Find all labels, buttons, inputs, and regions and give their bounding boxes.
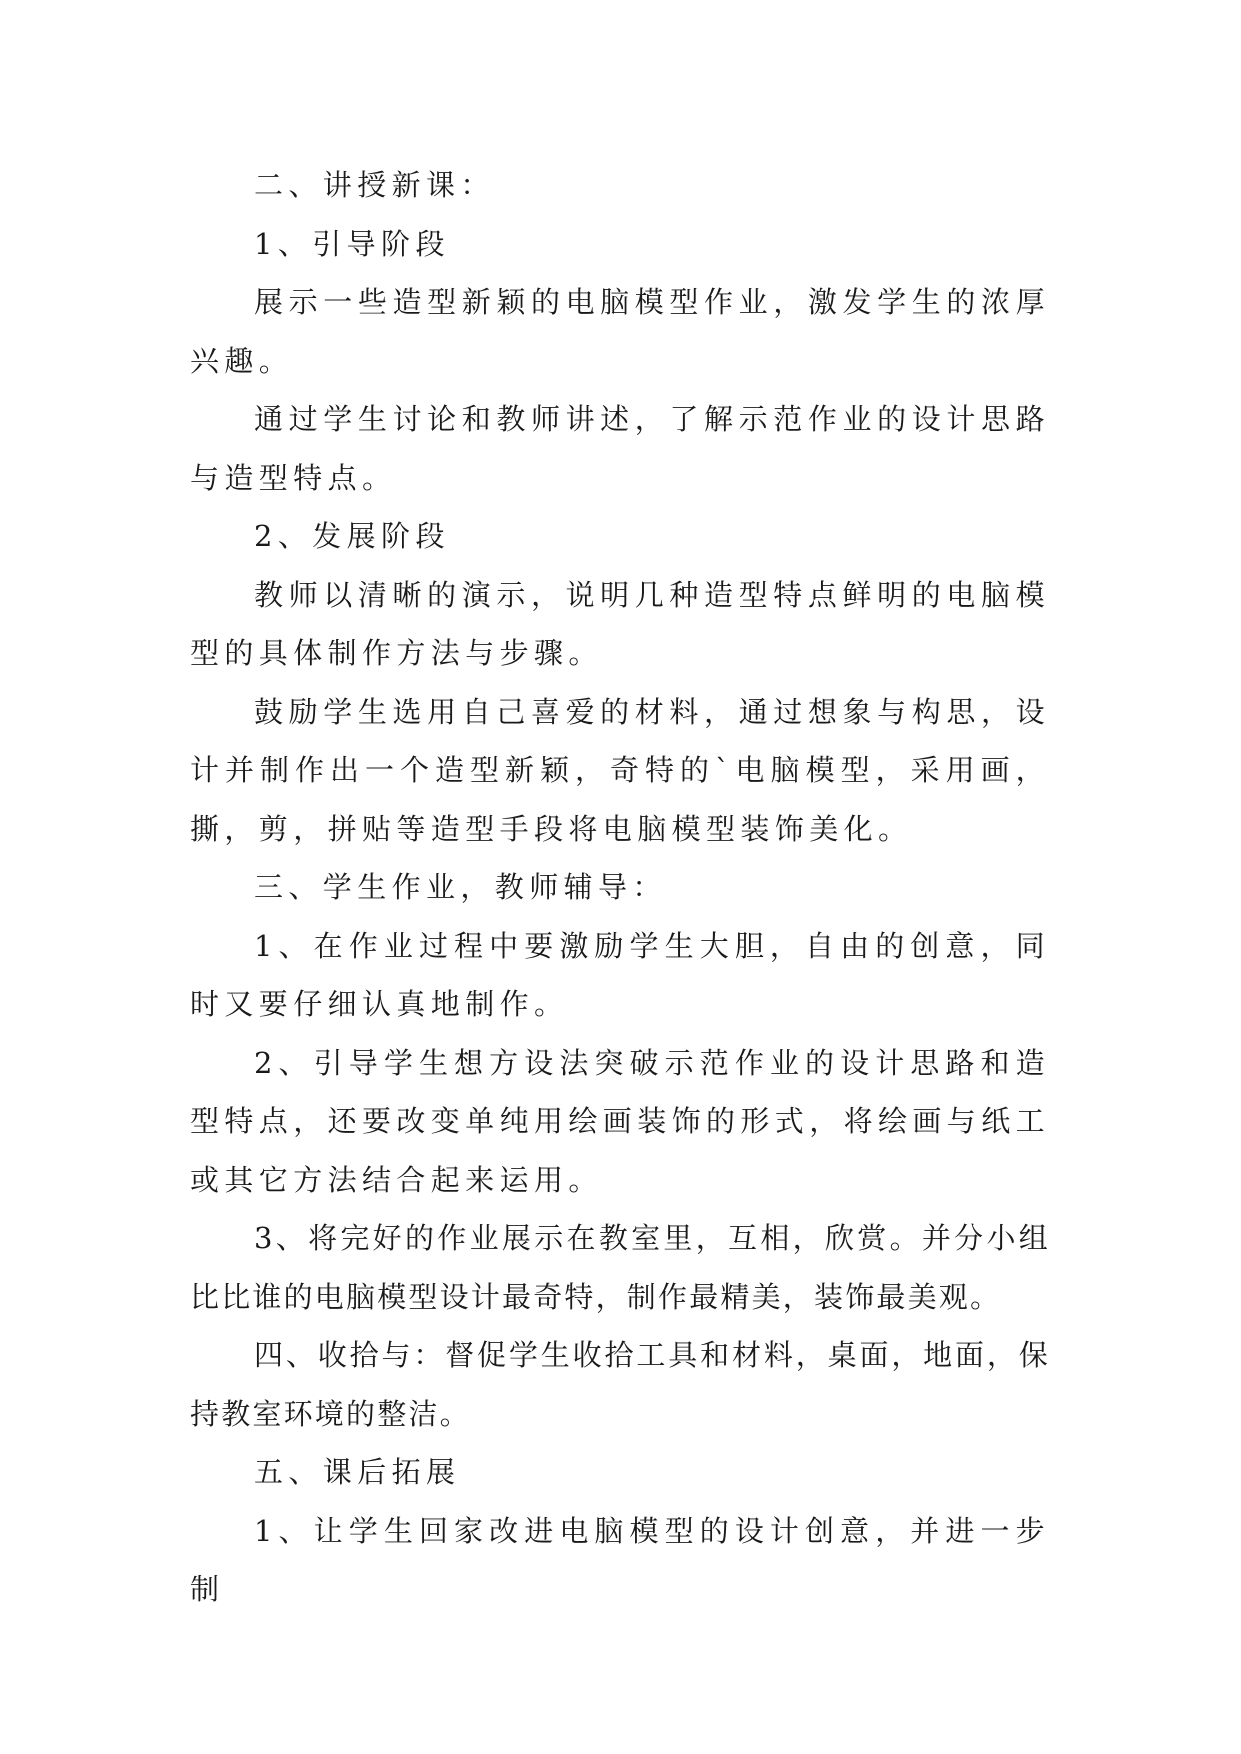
section-heading-student-work: 三、学生作业，教师辅导： [254,870,667,904]
section-heading-new-lesson: 二、讲授新课： [254,168,495,202]
paragraph-tidy-up: 四、收拾与：督促学生收拾工具和材料，桌面，地面，保持教室环境的整洁。 [190,1338,1050,1431]
paragraph-item-1: 1、在作业过程中要激励学生大胆，自由的创意，同时又要仔细认真地制作。 [190,928,1050,1021]
paragraph-show-models: 展示一些造型新颖的电脑模型作业，激发学生的浓厚兴趣。 [190,285,1050,378]
paragraph-item-2: 2、引导学生想方设法突破示范作业的设计思路和造型特点，还要改变单纯用绘画装饰的形式，将绘画与纸工或其它方法结合起来运用。 [190,1045,1051,1197]
section-heading-after-class: 五、课后拓展 [254,1455,461,1489]
subheading-guide-stage: 1、引导阶段 [254,226,450,261]
paragraph-encourage-students: 鼓励学生选用自己喜爱的材料，通过想象与构思，设计并制作出一个造型新颖，奇特的`电脑模型，采用画，撕，剪，拼贴等造型手段将电脑模型装饰美化。 [190,694,1050,846]
paragraph-teacher-demo: 教师以清晰的演示，说明几种造型特点鲜明的电脑模型的具体制作方法与步骤。 [190,577,1050,670]
paragraph-discussion: 通过学生讨论和教师讲述，了解示范作业的设计思路与造型特点。 [190,402,1050,495]
paragraph-extension-1: 1、让学生回家改进电脑模型的设计创意，并进一步制 [190,1513,1050,1606]
paragraph-item-3: 3、将完好的作业展示在教室里，互相，欣赏。并分小组比比谁的电脑模型设计最奇特，制作最精美，装饰最美观。 [190,1221,1050,1314]
subheading-development-stage: 2、发展阶段 [254,519,450,553]
document-body [190,156,1050,1619]
